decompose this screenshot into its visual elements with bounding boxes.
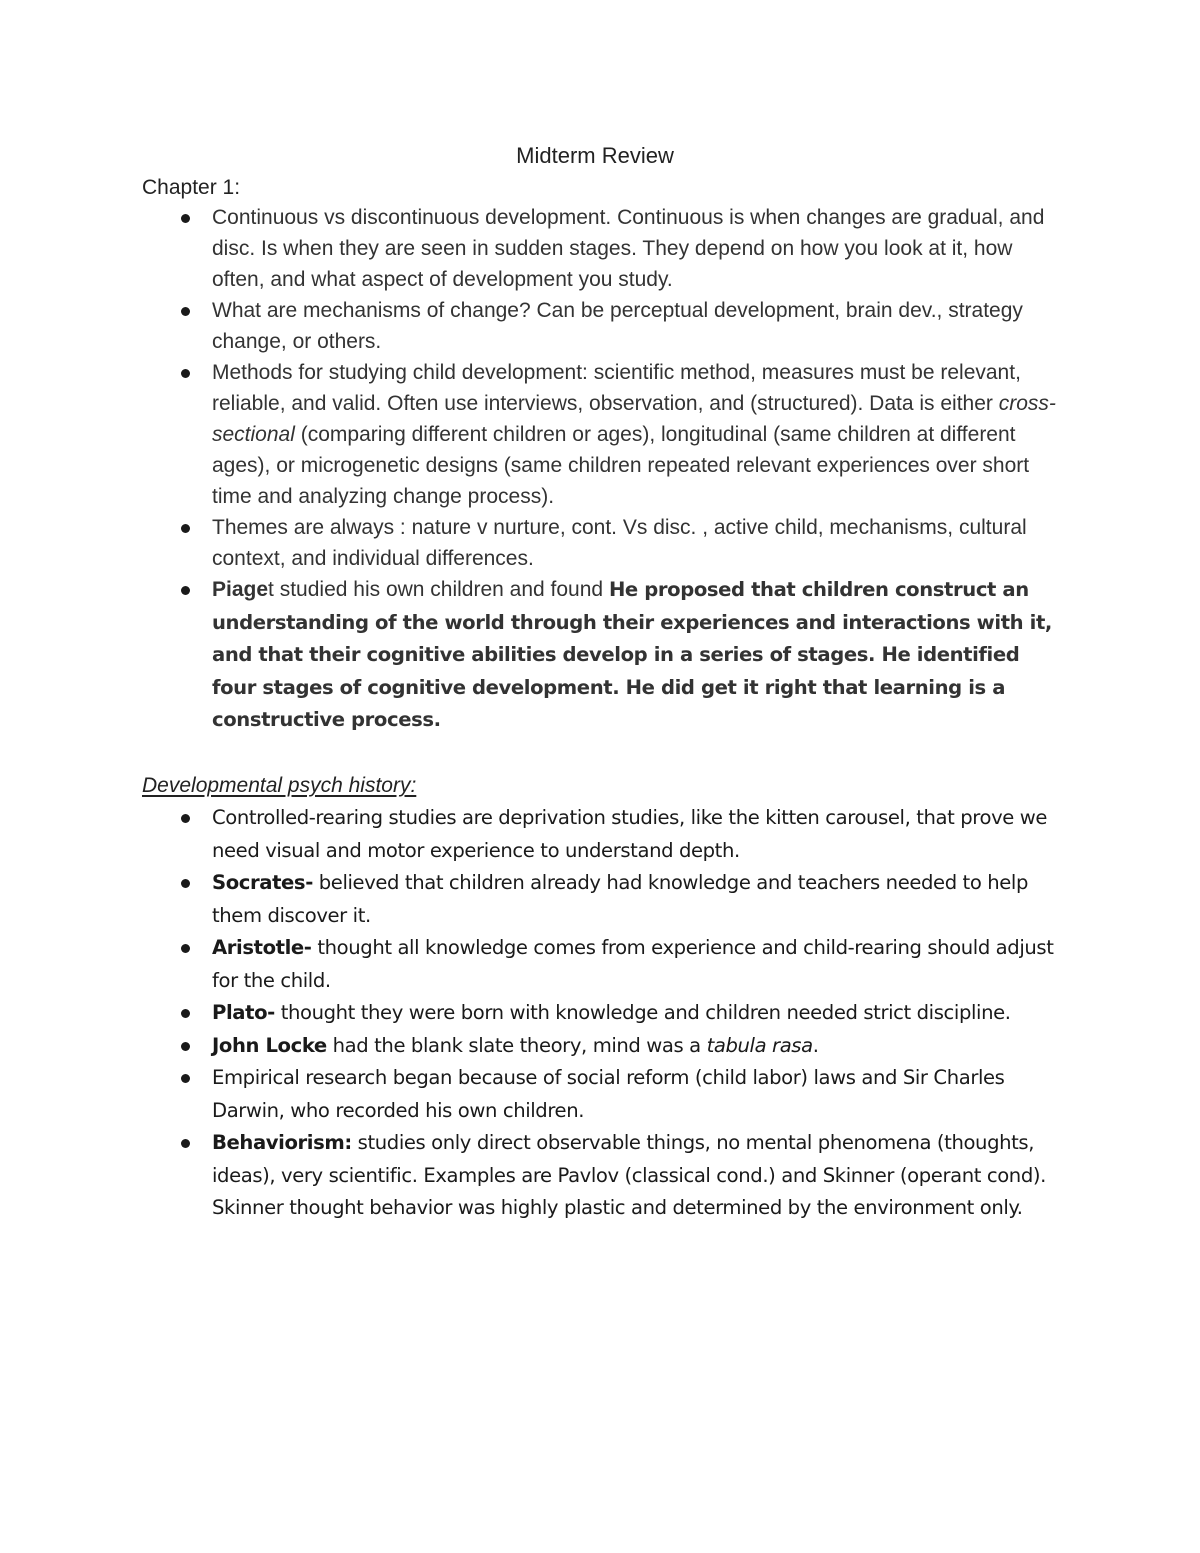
bold-name: Behaviorism: [212,1131,352,1154]
list-item-text: had the blank slate theory, mind was a [326,1033,707,1057]
list-item-text: What are mechanisms of change? Can be perceptual development, brain dev., strategy change, or others. [212,299,1023,353]
bullet-icon [181,586,190,595]
list-item-text: believed that children already had knowledge and teachers needed to help them discover it. [212,871,1029,927]
italic-term: cross-sectional [212,392,1056,446]
list-item-text: Methods for studying child development: scientific method, measures must be relevant, reliable, and valid. Often use interviews, observation, and (structured). Data is either [212,361,1021,415]
list-item-text: thought they were born with knowledge and children needed strict discipline. [274,1001,1011,1024]
list-item [142,574,1062,737]
list-item-text: studies only direct observable things, no mental phenomena (thoughts, ideas), very scientific. Examples are Pavlov (classical cond.) and Skinner (operant cond). Skinner thought behavior was highly plastic and determined by the environment only. [212,1131,1046,1219]
bold-name: Aristotle- [212,936,312,959]
list-item-text: t [268,578,274,601]
list-item [142,202,1062,295]
page-title: Midterm Review [516,143,674,168]
list-item [142,867,1062,932]
list-item [142,295,1062,357]
list-item-text: . [812,1033,819,1057]
chapter1-list [142,202,1062,737]
list-item-text: Empirical research began because of social reform (child labor) laws and Sir Charles Darwin, who recorded his own children. [212,1066,1005,1122]
list-item [142,802,1062,867]
bullet-icon [181,944,190,953]
history-list [142,802,1062,1225]
chapter-label: Chapter 1: [142,176,241,199]
bullet-icon [181,1139,190,1148]
list-item [142,997,1062,1030]
bold-text: He proposed that children construct an understanding of the world through their experiences and interactions with it, and that their cognitive abilities develop in a series of stages. He identified four stages of cognitive development. He did get it right that learning is a constructive process. [212,578,1052,731]
bullet-icon [181,814,190,823]
bullet-icon [181,524,190,533]
bold-name: Piage [212,578,269,601]
bullet-icon [181,307,190,316]
list-item-text: Continuous vs discontinuous development. Continuous is when changes are gradual, and disc. Is when they are seen in sudden stages. They depend on how you look at it, how often, and what aspect of development you study. [212,206,1045,291]
list-item [142,1030,1062,1063]
italic-term: tabula rasa [706,1033,813,1057]
bold-name: John Locke [212,1033,327,1057]
list-item-text: thought all knowledge comes from experience and child-rearing should adjust for the child. [212,936,1054,992]
bullet-icon [181,214,190,223]
list-item [142,1062,1062,1127]
bullet-icon [181,879,190,888]
list-item [142,357,1062,512]
list-item [142,1127,1062,1225]
list-item-text: (comparing different children or ages), longitudinal (same children at different ages), or microgenetic designs (same children repeated relevant experiences over short time and analyzing change process). [212,423,1030,508]
bullet-icon [181,1042,190,1051]
bullet-icon [181,1009,190,1018]
bold-name: Plato- [212,1001,275,1024]
bold-name: Socrates- [212,871,313,894]
list-item-text: studied his own children and found [273,578,609,601]
section-heading: Developmental psych history: [142,774,417,797]
list-item [142,512,1062,574]
list-item [142,932,1062,997]
bullet-icon [181,369,190,378]
list-item-text: Themes are always : nature v nurture, cont. Vs disc. , active child, mechanisms, cultural context, and individual differences. [212,516,1027,570]
list-item-text: Controlled-rearing studies are deprivation studies, like the kitten carousel, that prove we need visual and motor experience to understand depth. [212,806,1048,862]
bullet-icon [181,1074,190,1083]
